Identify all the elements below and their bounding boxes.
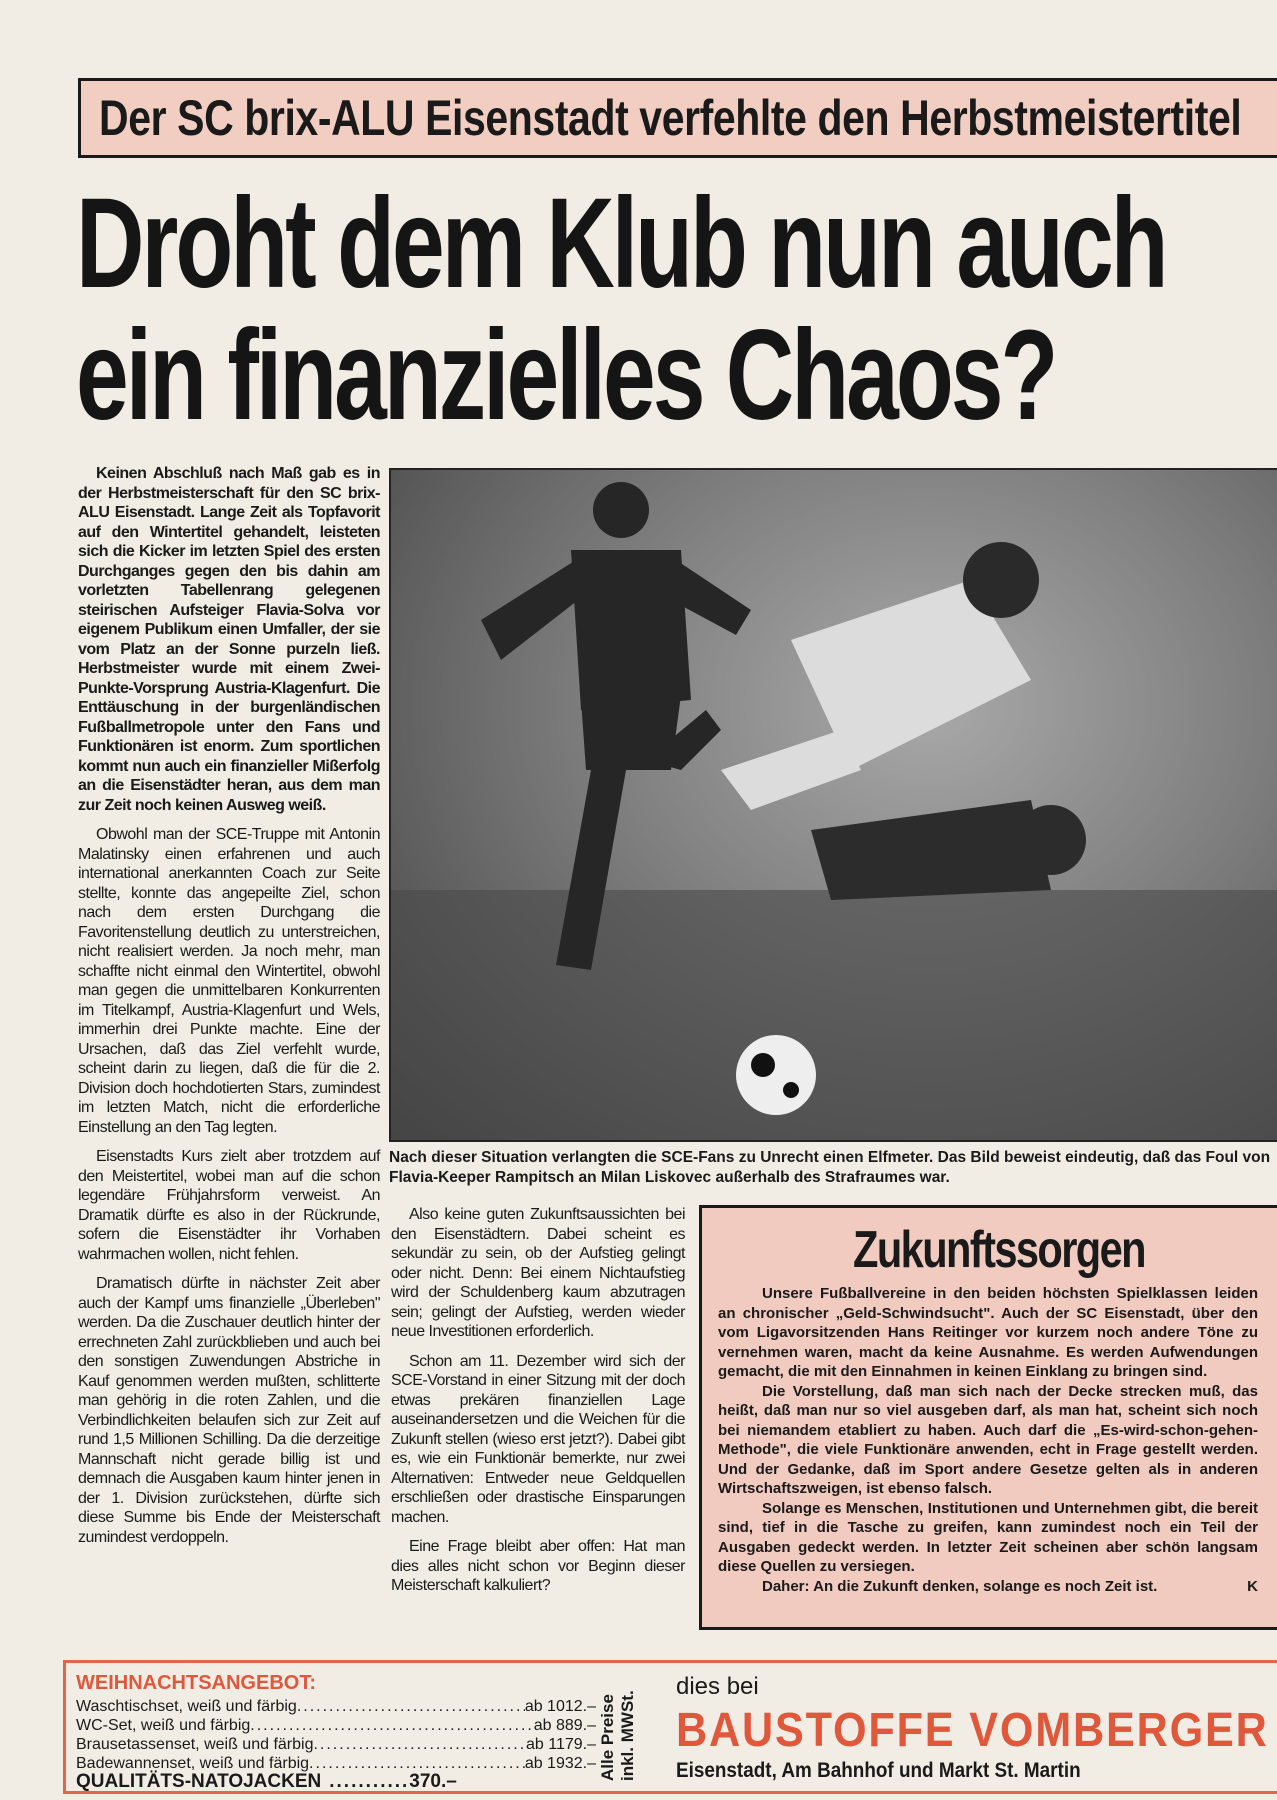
paragraph: Obwohl man der SCE-Truppe mit Antonin Malatinsky einen erfahrenen und auch international anerkannten Coach zur Seite stellte, konnte das angepeilte Ziel, schon nach dem ersten Durchgang die Favoritenstellung deutlich zu unterstreichen, nicht realisiert werden. Ja noch mehr, man schaffte nicht einmal den Wintertitel, obwohl man gegen die unmittelbaren Konkurrenten im Titelkampf, Austria-Klagenfurt und Wels, immerhin drei Punkte machte. Eine der Ursachen, daß das Ziel verfehlt wurde, scheint darin zu liegen, daß die für die 2. Division doch hochdotierten Stars, zumindest im letzten Match, nicht die erforderliche Einstellung an den Tag legten. <box>78 826 380 1136</box>
commentary-box <box>699 1205 1277 1630</box>
lead-paragraph: Keinen Abschluß nach Maß gab es in der Herbstmeisterschaft für den SC brix-ALU Eisenstadt. Lange Zeit als Topfavorit auf den Wintertitel gehandelt, leisteten sich die Kicker im letzten Spiel des ersten Durchganges gegen den bis dahin am vorletzten Tabellenrang gelegenen steirischen Aufsteiger Flavia-Solva vor eigenem Publikum einen Umfaller, der sie vom Platz an der Sonne purzeln ließ. Herbstmeister wurde mit einem Zwei-Punkte-Vorsprung Austria-Klagenfurt. Die Enttäuschung in der burgenländischen Fußballmetropole unter den Fans und Funktionären ist enorm. Zum sportlichen kommt nun auch ein finanzieller Mißerfolg an die Eisenstädter heran, aus dem man zur Zeit noch keinen Ausweg weiß. <box>78 465 380 814</box>
football-scene-image <box>391 470 1277 1142</box>
commentary-title: Zukunftssorgen <box>853 1221 1145 1279</box>
commentary-paragraph: Die Vorstellung, daß man sich nach der Decke strecken muß, das heißt, daß man nur so viel ausgeben darf, als man hat, scheint sich noch bei niemandem etabliert zu haben. Auch darf die „Es-wird-schon-gehen-Methode", die viele Funktionäre anwenden, echt in Frage gestellt werden. Und der Gedanke, daß im Sport andere Gesetze gelten als in anderen Wirtschaftszweigen, ist ebenso falsch. <box>718 1382 1258 1497</box>
paragraph: Also keine guten Zukunftsaussichten bei den Eisenstädtern. Dabei scheint es sekundär zu sein, ob der Aufstieg gelingt oder nicht. Denn: Bei einem Nichtaufstieg wird der Schuldenberg kaum abzutragen sein; gelingt der Aufstieg, werden wieder neue Investitionen erforderlich. <box>391 1206 685 1340</box>
ad-title: WEIHNACHTSANGEBOT: <box>76 1672 316 1694</box>
kicker-banner <box>78 78 1277 158</box>
article-column-1 <box>78 464 380 1557</box>
ad-highlight-item: QUALITÄTS-NATOJACKEN ..... 370.– <box>76 1771 596 1792</box>
kicker-text: Der SC brix-ALU Eisenstadt verfehlte den Herbstmeistertitel <box>99 90 1242 146</box>
match-photo <box>389 468 1277 1142</box>
ad-brand: BAUSTOFFE VOMBERGER <box>676 1704 1269 1757</box>
ad-address: Eisenstadt, Am Bahnhof und Markt St. Martin <box>676 1759 1081 1782</box>
paragraph: Eine Frage bleibt aber offen: Hat man dies alles nicht schon vor Beginn dieser Meisterschaft kalkuliert? <box>391 1538 685 1594</box>
ad-item: Brausetassenset, weiß und färbig ..... ab 1179.– <box>76 1735 596 1754</box>
paragraph: Eisenstadts Kurs zielt aber trotzdem auf den Meistertitel, wobei man auf die schon legendäre Frühjahrsform verweist. An Dramatik dürfte es also in der Rückrunde, sofern die Eisenstädter ihr Vorhaben wahrmachen wollen, nicht fehlen. <box>78 1148 380 1263</box>
headline-line-2: ein finanzielles Chaos? <box>76 304 1056 447</box>
paragraph: Dramatisch dürfte in nächster Zeit aber auch der Kampf ums finanzielle „Überleben" werden. Da die Zuschauer deutlich hinter der errechneten Zahl zurückblieben und auch bei den sonstigen Zuwendungen Abstriche in Kauf genommen werden mußten, schlitterte man gehörig in die roten Zahlen, und die Verbindlichkeiten belaufen sich zur Zeit auf rund 1,5 Millionen Schilling. Da die derzeitige Mannschaft nicht gerade billig ist und demnach die Ausgaben kaum hinter jenen in der 1. Division zurückstehen, dürfte sich diese Summe bis Ende der Meisterschaft zumindest verdoppeln. <box>78 1275 380 1546</box>
commentary-paragraph: Unsere Fußballvereine in den beiden höchsten Spielklassen leiden an chronischer „Geld-Schwindsucht". Auch der SC Eisenstadt, über den vom Ligavorsitzenden Hans Reitinger vor kurzem noch andere Töne zu vernehmen waren, macht da keine Ausnahme. Es werden Aufwendungen gemacht, die mit den Einnahmen in keinen Einklang zu bringen sind. <box>718 1285 1258 1380</box>
commentary-paragraph <box>718 1577 1258 1597</box>
article-column-2 <box>391 1205 685 1606</box>
ad-item: Waschtischset, weiß und färbig ..... ab 1012.– <box>76 1697 596 1716</box>
ad-item: Badewannenset, weiß und färbig ..... ab 1932.– <box>76 1754 596 1773</box>
author-signature: K <box>1247 1577 1258 1595</box>
headline-line-1: Droht dem Klub nun auch <box>76 172 1166 315</box>
vat-note: Alle Preise inkl. MWSt. <box>598 1690 637 1781</box>
advertisement <box>63 1660 1277 1794</box>
ad-item: WC-Set, weiß und färbig ..... ab 889.– <box>76 1716 596 1735</box>
paragraph: Schon am 11. Dezember wird sich der SCE-Vorstand in einer Sitzung mit der doch etwas prekären finanziellen Lage auseinandersetzen und die Weichen für die Zukunft stellen (wieso erst jetzt?). Dabei gibt es, wie ein Funktionär bemerkte, nur zwei Alternativen: Entweder neue Geldquellen erschließen oder drastische Einsparungen machen. <box>391 1352 685 1526</box>
photo-caption: Nach dieser Situation verlangten die SCE-Fans zu Unrecht einen Elfmeter. Das Bild beweist eindeutig, daß das Foul von Flavia-Keeper Rampitsch an Milan Liskovec außerhalb des Strafraumes war. <box>389 1149 1271 1186</box>
commentary-paragraph: Solange es Menschen, Institutionen und Unternehmen gibt, die bereit sind, tief in die Tasche zu greifen, kann zumindest noch ein Teil der Ausgaben gedeckt werden. In letzter Zeit scheinen aber schön langsam diese Quellen zu versiegen. <box>718 1499 1258 1575</box>
commentary-closing: Daher: An die Zukunft denken, solange es noch Zeit ist. <box>762 1577 1158 1595</box>
ad-intro: dies bei <box>676 1673 759 1700</box>
